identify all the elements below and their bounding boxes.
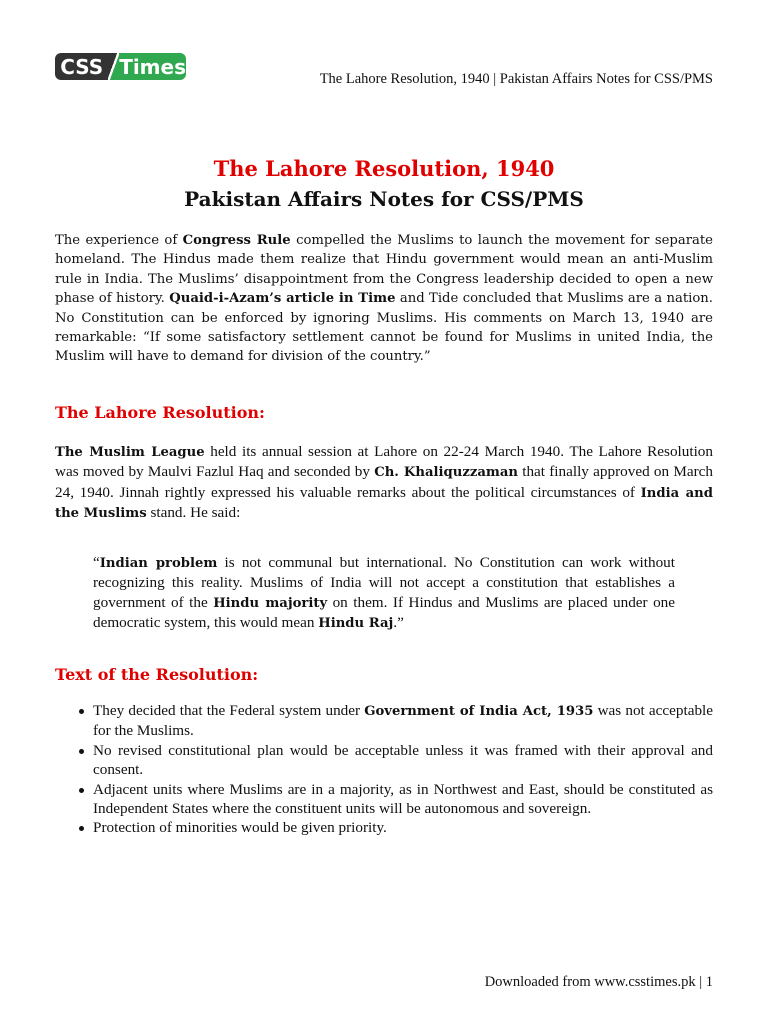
bullet-icon (79, 709, 84, 714)
list-item: Adjacent units where Muslims are in a majority, as in Northwest and East, should be constituted as Independent States where the constituent units will be autonomous and sovereign. (55, 780, 713, 819)
intro-paragraph: The experience of Congress Rule compelled the Muslims to launch the movement for separate homeland. The Hindus made them realize that Hindu government would mean an anti-Muslim rule in India. The Muslims’ disappointment from the Congress leadership decided to open a new phase of history. Quaid-i-Azam’s article in Time and Tide concluded that Muslims are a nation. No Constitution can be enforced by ignoring Muslims. His comments on March 13, 1940 are remarkable: “If some satisfactory settlement cannot be found for Muslims in united India, the Muslim will have to demand for division of the country.” (55, 233, 713, 365)
resolution-points-list (93, 701, 713, 838)
csstimes-logo (55, 53, 186, 80)
logo-slash-icon (108, 53, 119, 80)
section-heading-text-of-resolution: Text of the Resolution: (55, 665, 259, 684)
bullet-icon (79, 788, 84, 793)
list-item: No revised constitutional plan would be acceptable unless it was framed with their approval and consent. (55, 741, 713, 780)
page-subtitle: Pakistan Affairs Notes for CSS/PMS (184, 187, 584, 211)
list-item: Protection of minorities would be given priority. (55, 818, 713, 837)
section-heading-lahore-resolution: The Lahore Resolution: (55, 403, 265, 422)
bullet-icon (79, 749, 84, 754)
lahore-resolution-paragraph: The Muslim League held its annual session at Lahore on 22-24 March 1940. The Lahore Resolution was moved by Maulvi Fazlul Haq and seconded by Ch. Khaliquzzaman that finally approved on March 24, 1940. Jinnah rightly expressed his valuable remarks about the political circumstances of India and the Muslims stand. He said: (55, 443, 713, 522)
logo-css-text: CSS (55, 53, 108, 80)
page-title: The Lahore Resolution, 1940 (213, 156, 555, 181)
running-header: The Lahore Resolution, 1940 | Pakistan Affairs Notes for CSS/PMS (319, 71, 713, 87)
bullet-icon (79, 826, 84, 831)
page-footer: Downloaded from www.csstimes.pk | 1 (484, 974, 713, 990)
list-item: They decided that the Federal system under Government of India Act, 1935 was not acceptable for the Muslims. (55, 701, 713, 741)
logo-times-text: Times (119, 54, 186, 79)
jinnah-quote: “Indian problem is not communal but international. No Constitution can work without recognizing this reality. Muslims of India will not accept a constitution that establishes a government of the Hindu majority on them. If Hindus and Muslims are placed under one democratic system, this would mean Hindu Raj.” (93, 554, 675, 632)
